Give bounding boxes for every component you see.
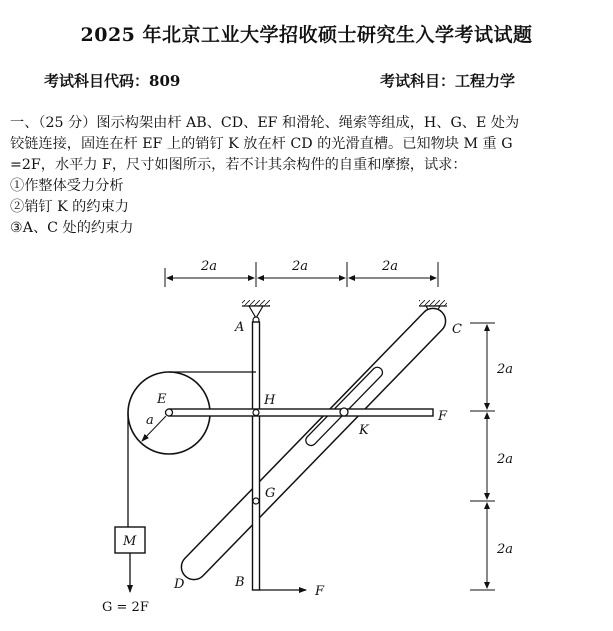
subject-name: 考试科目：工程力学 xyxy=(380,72,516,90)
label-c: C xyxy=(452,322,462,337)
hinge-g xyxy=(253,498,259,504)
label-force: F xyxy=(315,584,325,599)
right-dimension xyxy=(470,323,513,590)
question-item-1: ①作整体受力分析 xyxy=(10,178,124,194)
rod-ab xyxy=(253,322,260,590)
label-e: E xyxy=(157,392,167,407)
label-f-rod: F xyxy=(438,409,448,424)
dim-right-2: 2a xyxy=(497,452,514,467)
label-radius: a xyxy=(146,413,154,428)
label-a: A xyxy=(235,320,245,335)
label-b: B xyxy=(235,575,245,590)
label-h: H xyxy=(264,393,276,408)
question-line-1: 一、（25 分）图示构架由杆 AB、CD、EF 和滑轮、绳索等组成，H、G、E 处为 xyxy=(10,115,520,131)
subject-code: 考试科目代码：809 xyxy=(44,72,181,90)
exam-title: 2025 年北京工业大学招收硕士研究生入学考试试题 xyxy=(80,24,533,46)
dim-top-1: 2a xyxy=(201,259,218,274)
rod-cd xyxy=(181,308,445,579)
question-item-2: ②销钉 K 的约束力 xyxy=(10,199,129,215)
dim-right-1: 2a xyxy=(497,362,514,377)
dim-top-3: 2a xyxy=(382,259,399,274)
dim-top-2: 2a xyxy=(292,259,309,274)
question-line-2: 铰链连接，固连在杆 EF 上的销钉 K 放在杆 CD 的光滑直槽。已知物块 M 重 G xyxy=(10,136,513,152)
support-a xyxy=(242,300,270,323)
label-g: G xyxy=(265,486,276,501)
label-weight: G = 2F xyxy=(102,600,149,615)
label-k: K xyxy=(359,423,369,438)
label-mass: M xyxy=(123,534,137,549)
label-d: D xyxy=(174,577,185,592)
top-dimension xyxy=(165,259,438,287)
rod-ef xyxy=(166,408,434,416)
dim-right-3: 2a xyxy=(497,542,514,557)
question-line-3: =2F，水平力 F，尺寸如图所示，若不计其余构件的自重和摩擦，试求： xyxy=(10,157,467,173)
question-item-3: ③A、C 处的约束力 xyxy=(10,220,134,236)
